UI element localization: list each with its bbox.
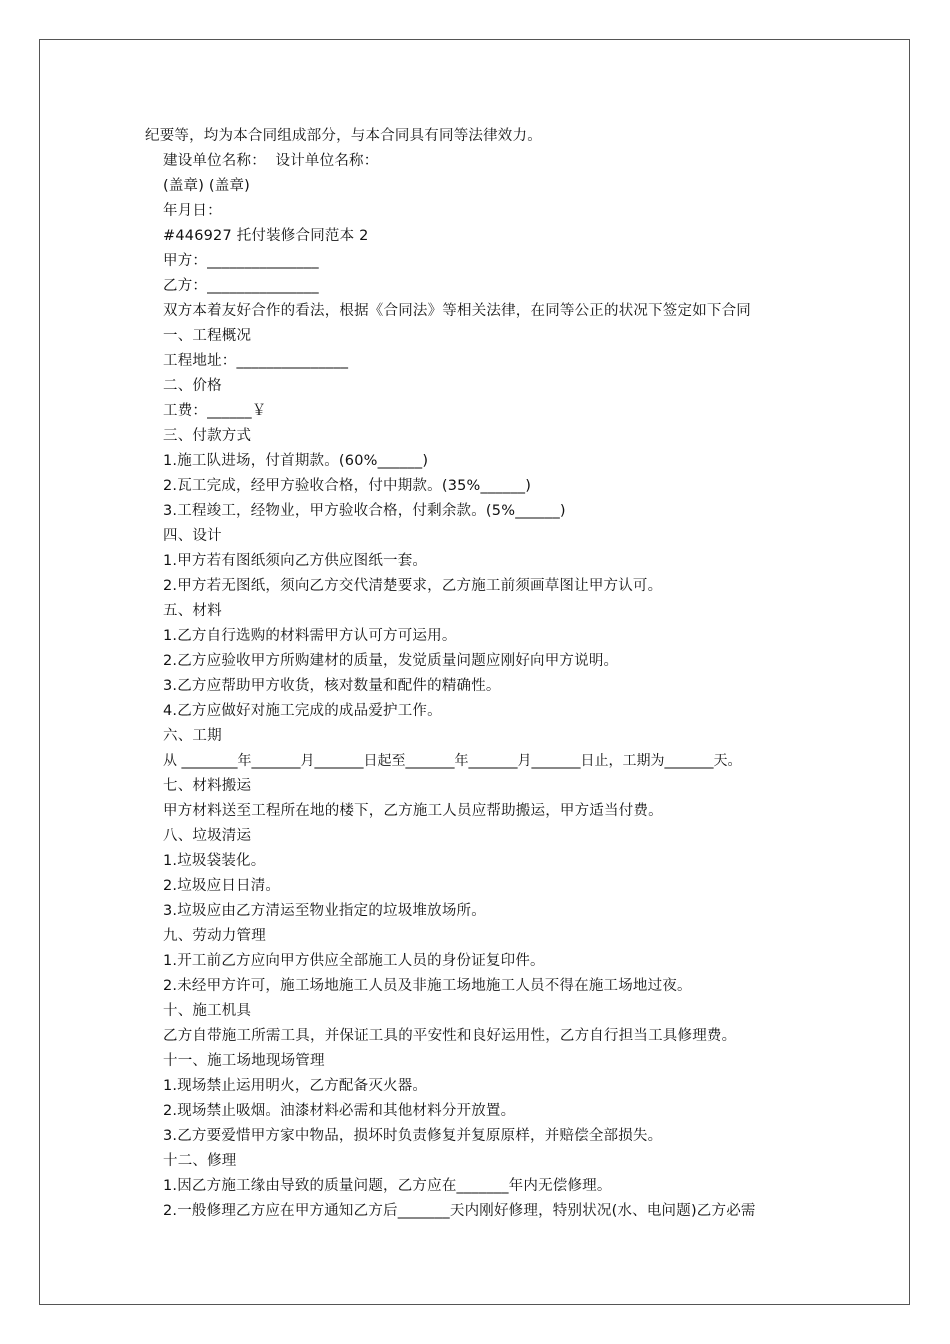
section-heading: 二、价格 xyxy=(163,378,222,394)
text-line: 2.一般修理乙方应在甲方通知乙方后_______天内刚好修理，特别状况(水、电问题)乙方必需 xyxy=(163,1203,756,1219)
text-line: 2.垃圾应日日清。 xyxy=(163,878,281,894)
document-title: #446927 托付装修合同范本 2 xyxy=(163,228,369,244)
text-line: 甲方材料送至工程所在地的楼下，乙方施工人员应帮助搬运，甲方适当付费。 xyxy=(163,803,663,819)
text-line: 从 ________年_______月_______日起至_______年_______月_______日止，工期为_______天。 xyxy=(163,753,742,769)
text-line: 2.甲方若无图纸，须向乙方交代清楚要求，乙方施工前须画草图让甲方认可。 xyxy=(163,578,663,594)
text-line: 3.乙方应帮助甲方收货，核对数量和配件的精确性。 xyxy=(163,678,501,694)
text-line: 双方本着友好合作的看法，根据《合同法》等相关法律，在同等公正的状况下签定如下合同 xyxy=(163,303,751,319)
text-line: 纪要等，均为本合同组成部分，与本合同具有同等法律效力。 xyxy=(145,128,542,144)
text-line: 1.甲方若有图纸须向乙方供应图纸一套。 xyxy=(163,553,428,569)
text-line: 1.乙方自行选购的材料需甲方认可方可运用。 xyxy=(163,628,457,644)
section-heading: 八、垃圾清运 xyxy=(163,828,252,844)
section-heading: 十二、修理 xyxy=(163,1153,237,1169)
text-line: 建设单位名称： 设计单位名称： xyxy=(163,153,379,169)
text-line: 2.瓦工完成，经甲方验收合格，付中期款。(35%______) xyxy=(163,478,532,494)
text-line: 2.未经甲方许可，施工场地施工人员及非施工场地施工人员不得在施工场地过夜。 xyxy=(163,978,692,994)
text-line: 工程地址：_______________ xyxy=(163,353,349,369)
text-line: 2.现场禁止吸烟。油漆材料必需和其他材料分开放置。 xyxy=(163,1103,516,1119)
section-heading: 四、设计 xyxy=(163,528,222,544)
text-line: 4.乙方应做好对施工完成的成品爱护工作。 xyxy=(163,703,442,719)
section-heading: 九、劳动力管理 xyxy=(163,928,266,944)
section-heading: 六、工期 xyxy=(163,728,222,744)
text-line: (盖章) (盖章) xyxy=(163,178,251,194)
text-line: 1.开工前乙方应向甲方供应全部施工人员的身份证复印件。 xyxy=(163,953,545,969)
text-line: 3.工程竣工，经物业，甲方验收合格，付剩余款。(5%______) xyxy=(163,503,566,519)
section-heading: 七、材料搬运 xyxy=(163,778,252,794)
party-a-field: 甲方：_______________ xyxy=(163,253,319,269)
text-line: 1.因乙方施工缘由导致的质量问题，乙方应在_______年内无偿修理。 xyxy=(163,1178,612,1194)
section-heading: 一、工程概况 xyxy=(163,328,252,344)
section-heading: 三、付款方式 xyxy=(163,428,252,444)
section-heading: 十一、施工场地现场管理 xyxy=(163,1053,325,1069)
text-line: 乙方自带施工所需工具，并保证工具的平安性和良好运用性，乙方自行担当工具修理费。 xyxy=(163,1028,737,1044)
text-line: 1.垃圾袋装化。 xyxy=(163,853,266,869)
text-line: 1.施工队进场，付首期款。(60%______) xyxy=(163,453,429,469)
text-line: 年月日： xyxy=(163,203,222,219)
text-line: 3.垃圾应由乙方清运至物业指定的垃圾堆放场所。 xyxy=(163,903,486,919)
section-heading: 十、施工机具 xyxy=(163,1003,252,1019)
text-line: 2.乙方应验收甲方所购建材的质量，发觉质量问题应刚好向甲方说明。 xyxy=(163,653,619,669)
section-heading: 五、材料 xyxy=(163,603,222,619)
text-line: 1.现场禁止运用明火，乙方配备灭火器。 xyxy=(163,1078,428,1094)
text-line: 工费：______￥ xyxy=(163,403,267,419)
text-line: 3.乙方要爱惜甲方家中物品，损坏时负责修复并复原原样，并赔偿全部损失。 xyxy=(163,1128,663,1144)
party-b-field: 乙方：_______________ xyxy=(163,278,319,294)
